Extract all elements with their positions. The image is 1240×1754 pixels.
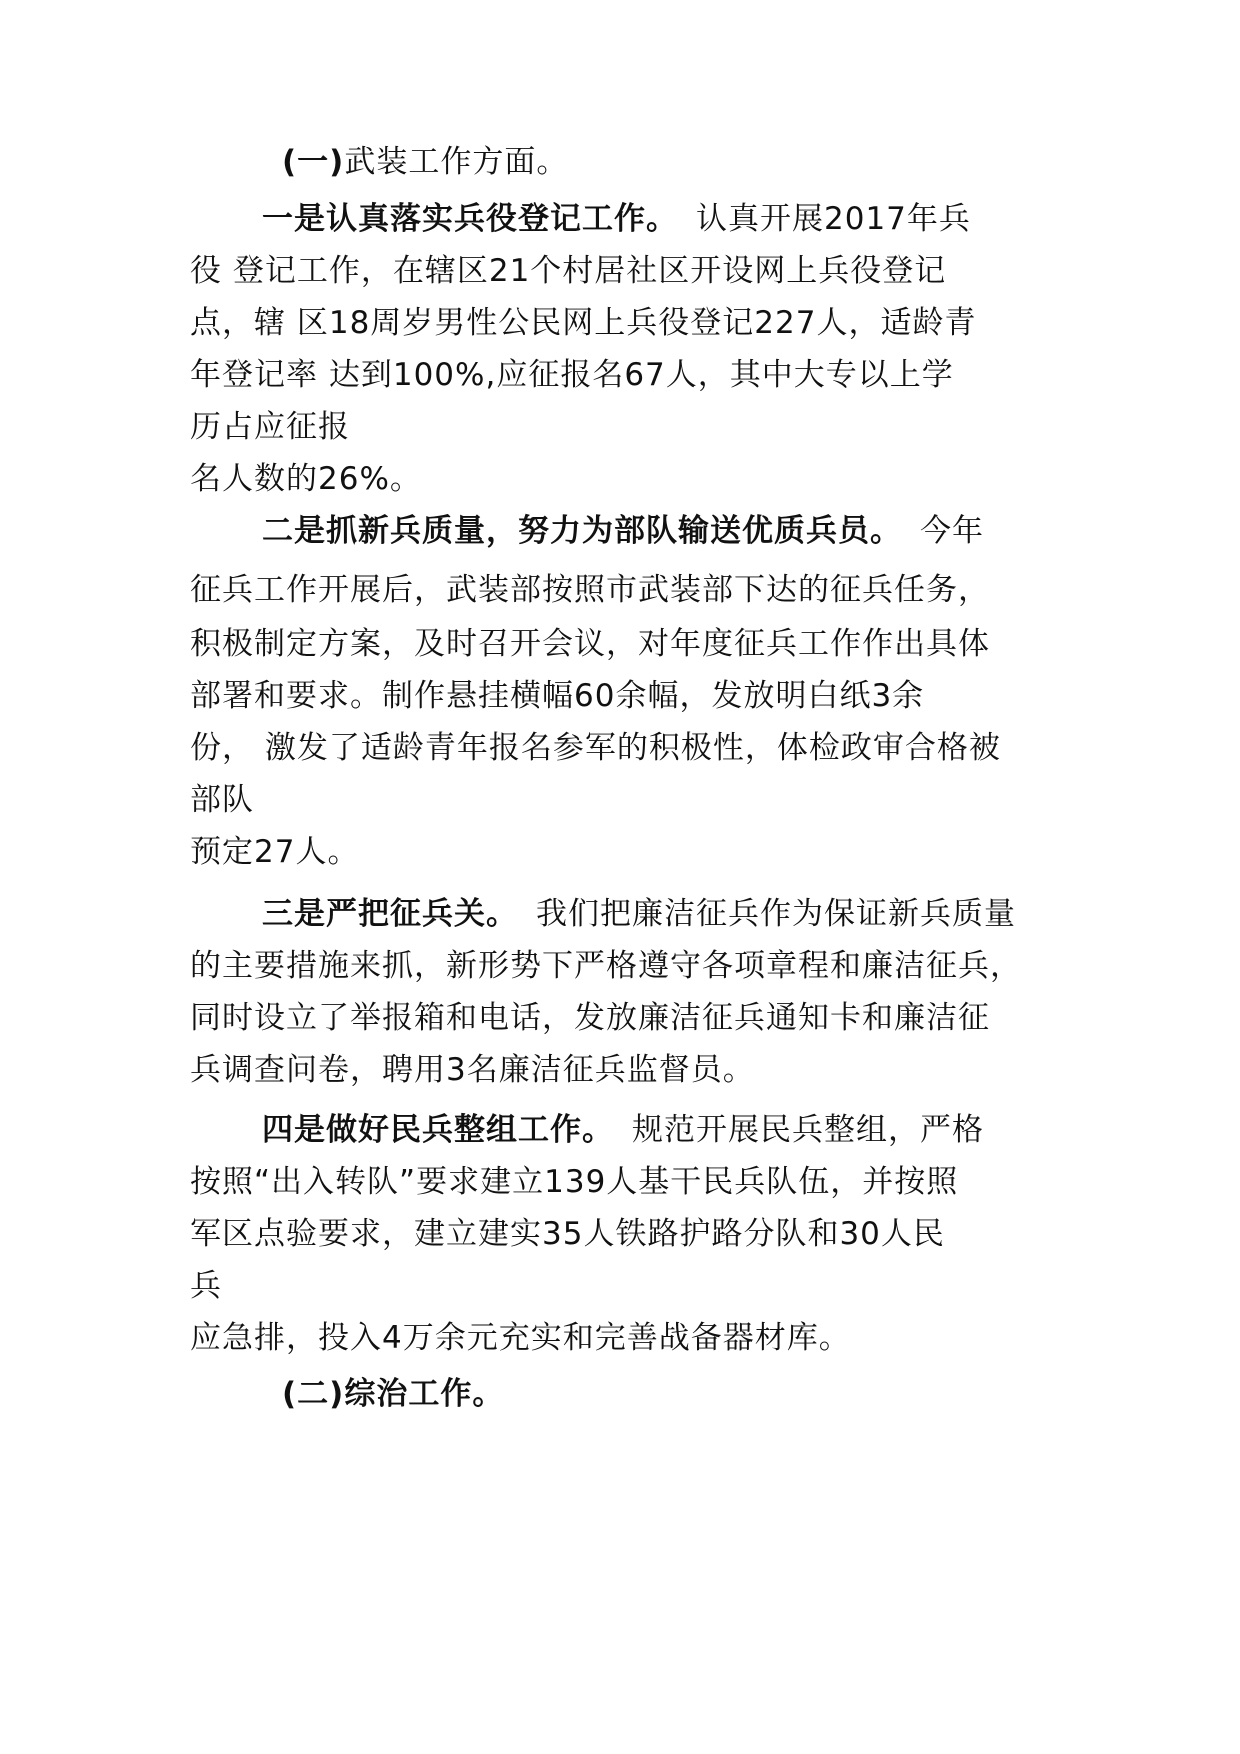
paragraph-1-line-6: 名人数的26%。 bbox=[190, 461, 422, 497]
paragraph-1-line-5: 历占应征报 bbox=[190, 409, 350, 445]
paragraph-2-line-5: 份， 激发了适龄青年报名参军的积极性，体检政审合格被 bbox=[190, 730, 1001, 766]
section-heading-1 bbox=[282, 142, 568, 182]
paragraph-4-line-3: 军区点验要求，建立建实35人铁路护路分队和30人民 bbox=[190, 1216, 945, 1252]
paragraph-4-line-5: 应急排，投入4万余元充实和完善战备器材库。 bbox=[190, 1320, 851, 1356]
paragraph-3-line-3: 同时设立了举报箱和电话，发放廉洁征兵通知卡和廉洁征 bbox=[190, 1000, 990, 1036]
paragraph-4-line-1 bbox=[262, 1110, 984, 1150]
paragraph-1-line-3: 点，辖 区18周岁男性公民网上兵役登记227人，适龄青 bbox=[190, 305, 977, 341]
paragraph-4-text: 规范开展民兵整组，严格 bbox=[632, 1112, 984, 1148]
paragraph-1-lead: 一是认真落实兵役登记工作。 bbox=[262, 201, 678, 237]
paragraph-2-line-6: 部队 bbox=[190, 782, 254, 818]
paragraph-2-lead: 二是抓新兵质量，努力为部队输送优质兵员。 bbox=[262, 513, 902, 549]
paragraph-2-line-1 bbox=[262, 511, 984, 551]
paragraph-1-text: 认真开展2017年兵 bbox=[696, 201, 971, 237]
paragraph-1-line-4: 年登记率 达到100%,应征报名67人，其中大专以上学 bbox=[190, 357, 954, 393]
paragraph-2-line-4: 部署和要求。制作悬挂横幅60余幅，发放明白纸3余 bbox=[190, 678, 925, 714]
paragraph-3-line-4: 兵调查问卷，聘用3名廉洁征兵监督员。 bbox=[190, 1052, 755, 1088]
paragraph-3-line-1 bbox=[262, 894, 1016, 934]
paragraph-3-lead: 三是严把征兵关。 bbox=[262, 896, 518, 932]
section-title: 武装工作方面。 bbox=[344, 144, 569, 180]
paragraph-4-line-2: 按照“出入转队”要求建立139人基干民兵队伍，并按照 bbox=[190, 1164, 959, 1200]
paragraph-2-line-7: 预定27人。 bbox=[190, 834, 360, 870]
paragraph-4-lead: 四是做好民兵整组工作。 bbox=[262, 1112, 614, 1148]
paragraph-2-text: 今年 bbox=[920, 513, 984, 549]
paragraph-1-line-1 bbox=[262, 199, 971, 239]
paragraph-2-line-2: 征兵工作开展后，武装部按照市武装部下达的征兵任务， bbox=[190, 572, 990, 608]
paragraph-2-line-3: 积极制定方案，及时召开会议，对年度征兵工作作出具体 bbox=[190, 626, 990, 662]
paragraph-3-line-2: 的主要措施来抓，新形势下严格遵守各项章程和廉洁征兵， bbox=[190, 948, 1022, 984]
paragraph-1-line-2: 役 登记工作，在辖区21个村居社区开设网上兵役登记 bbox=[190, 253, 947, 289]
paragraph-4-line-4: 兵 bbox=[190, 1268, 222, 1304]
section-heading-2: (二)综治工作。 bbox=[282, 1376, 505, 1412]
section-number: (一) bbox=[282, 144, 345, 180]
paragraph-3-text: 我们把廉洁征兵作为保证新兵质量 bbox=[536, 896, 1016, 932]
